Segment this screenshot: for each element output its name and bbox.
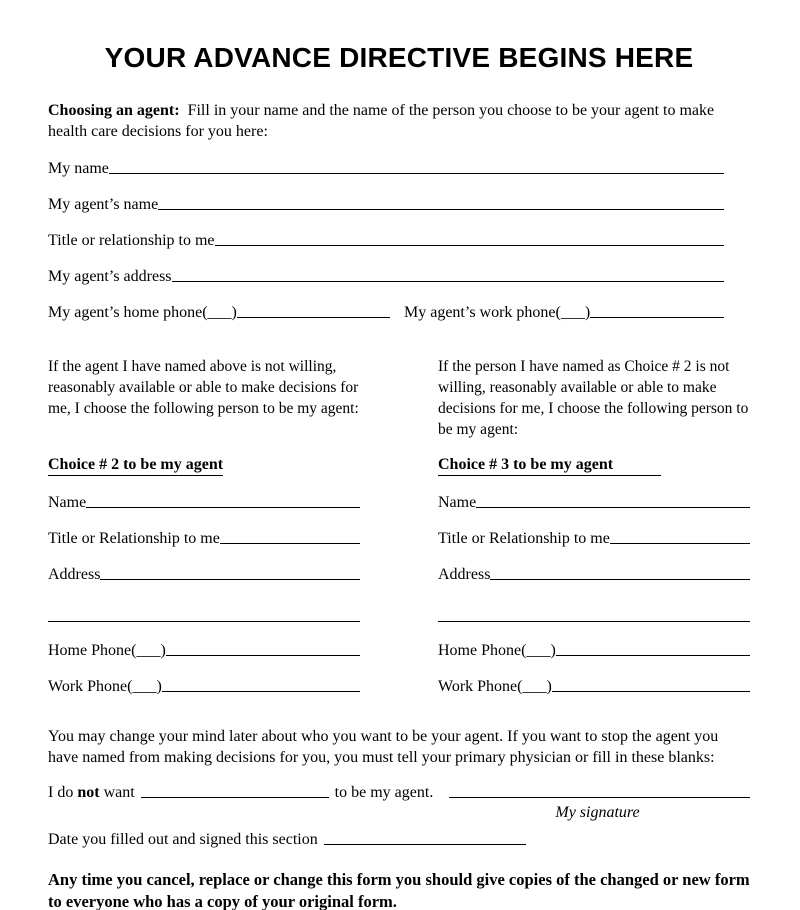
choice3-title-blank[interactable] bbox=[610, 542, 750, 544]
signature-caption: My signature bbox=[555, 804, 640, 821]
choice3-work-area-code-blank[interactable]: (___) bbox=[517, 678, 552, 695]
date-signed-label: Date you filled out and signed this section bbox=[48, 831, 318, 848]
page-title: YOUR ADVANCE DIRECTIVE BEGINS HERE bbox=[104, 42, 694, 73]
agent-name-label: My agent’s name bbox=[48, 196, 159, 213]
choice3-heading-text: Choice # 3 to be my agent bbox=[438, 456, 613, 476]
choice2-home-phone-label: Home Phone bbox=[48, 642, 132, 659]
choosing-agent-intro bbox=[48, 100, 750, 142]
choice3-work-phone-blank[interactable] bbox=[552, 690, 750, 692]
title-relationship-row bbox=[48, 228, 724, 250]
date-signed-row bbox=[48, 827, 750, 849]
choice2-address-label: Address bbox=[48, 566, 101, 583]
title-relationship-blank[interactable] bbox=[215, 244, 724, 246]
to-be-my-agent-text: to be my agent. bbox=[334, 784, 434, 801]
signature-blank[interactable] bbox=[449, 796, 750, 798]
choice3-home-area-code-blank[interactable]: (___) bbox=[521, 642, 556, 659]
choice3-home-phone-row bbox=[438, 638, 750, 660]
agent-work-phone-label: My agent’s work phone bbox=[404, 304, 556, 321]
closing-note: Any time you cancel, replace or change this form you should give copies of the changed or new form to everyone who has a copy of your original form. bbox=[48, 870, 750, 910]
choice3-title-row bbox=[438, 526, 750, 548]
choice2-title-blank[interactable] bbox=[220, 542, 360, 544]
choice2-title-row bbox=[48, 526, 360, 548]
choice2-home-phone-blank[interactable] bbox=[166, 654, 360, 656]
agent-name-row bbox=[48, 192, 724, 214]
choice3-name-row bbox=[438, 490, 750, 512]
agent-home-area-code-blank[interactable]: (___) bbox=[202, 304, 237, 321]
choice2-name-row bbox=[48, 490, 360, 512]
agent-phones-row bbox=[48, 300, 724, 322]
choice3-address-row bbox=[438, 562, 750, 584]
choice2-home-phone-row bbox=[48, 638, 360, 660]
choice3-name-label: Name bbox=[438, 494, 477, 511]
choice3-intro: If the person I have named as Choice # 2 is not willing, reasonably available or able to make decisions for me, I choose the following person to be my agent: bbox=[438, 358, 749, 438]
agent-work-phone-group bbox=[404, 300, 724, 322]
i-do-text: I do bbox=[48, 784, 78, 801]
title-relationship-label: Title or relationship to me bbox=[48, 232, 215, 249]
choice3-name-blank[interactable] bbox=[476, 506, 750, 508]
choice2-column bbox=[48, 356, 360, 696]
choice2-address-blank[interactable] bbox=[100, 578, 360, 580]
choice2-name-label: Name bbox=[48, 494, 87, 511]
choice3-heading bbox=[438, 456, 750, 476]
my-name-row bbox=[48, 156, 724, 178]
do-not-want-row bbox=[48, 780, 750, 802]
primary-agent-fields bbox=[48, 156, 750, 322]
choice3-work-phone-row bbox=[438, 674, 750, 696]
choice3-home-phone-label: Home Phone bbox=[438, 642, 522, 659]
choosing-agent-text: Fill in your name and the name of the person you choose to be your agent to make health care decisions for you here: bbox=[48, 102, 715, 140]
choice3-home-phone-blank[interactable] bbox=[556, 654, 750, 656]
choice3-address-label: Address bbox=[438, 566, 491, 583]
choice2-work-phone-label: Work Phone bbox=[48, 678, 128, 695]
not-text: not bbox=[77, 784, 100, 801]
choice3-address2-blank[interactable] bbox=[438, 620, 750, 622]
choice3-address-blank[interactable] bbox=[490, 578, 750, 580]
choice2-title-label: Title or Relationship to me bbox=[48, 530, 220, 547]
choice2-work-phone-row bbox=[48, 674, 360, 696]
agent-home-phone-label: My agent’s home phone bbox=[48, 304, 203, 321]
agent-name-blank[interactable] bbox=[158, 208, 724, 210]
agent-work-area-code-blank[interactable]: (___) bbox=[555, 304, 591, 321]
choice3-address2-row bbox=[438, 604, 750, 626]
change-mind-paragraph: You may change your mind later about who you want to be your agent. If you want to stop the agent you have named from making decisions for you, you must tell your primary physician or fill in these blanks: bbox=[48, 728, 719, 766]
choice2-work-area-code-blank[interactable]: (___) bbox=[127, 678, 162, 695]
unwanted-agent-name-blank[interactable] bbox=[141, 796, 329, 798]
choice2-heading bbox=[48, 456, 360, 476]
choice2-home-area-code-blank[interactable]: (___) bbox=[131, 642, 166, 659]
choosing-agent-lead: Choosing an agent: bbox=[48, 102, 180, 119]
agent-home-phone-group bbox=[48, 300, 390, 322]
choice2-intro: If the agent I have named above is not willing, reasonably available or able to make decisions for me, I choose the following person to be my agent: bbox=[48, 358, 359, 417]
alternate-agents-section bbox=[48, 356, 750, 696]
agent-home-phone-blank[interactable] bbox=[237, 316, 390, 318]
date-signed-blank[interactable] bbox=[324, 843, 526, 845]
choice2-name-blank[interactable] bbox=[86, 506, 360, 508]
choice3-work-phone-label: Work Phone bbox=[438, 678, 518, 695]
choice2-address2-blank[interactable] bbox=[48, 620, 360, 622]
agent-address-blank[interactable] bbox=[172, 280, 724, 282]
my-name-blank[interactable] bbox=[109, 172, 724, 174]
choice3-heading-extension bbox=[613, 474, 661, 476]
my-name-label: My name bbox=[48, 160, 109, 177]
want-text: want bbox=[99, 784, 135, 801]
agent-address-row bbox=[48, 264, 724, 286]
agent-address-label: My agent’s address bbox=[48, 268, 172, 285]
choice2-address-row bbox=[48, 562, 360, 584]
choice3-title-label: Title or Relationship to me bbox=[438, 530, 610, 547]
choice2-heading-text: Choice # 2 to be my agent bbox=[48, 456, 223, 476]
choice3-column bbox=[438, 356, 750, 696]
choice2-address2-row bbox=[48, 604, 360, 626]
choice2-work-phone-blank[interactable] bbox=[162, 690, 360, 692]
agent-work-phone-blank[interactable] bbox=[590, 316, 724, 318]
